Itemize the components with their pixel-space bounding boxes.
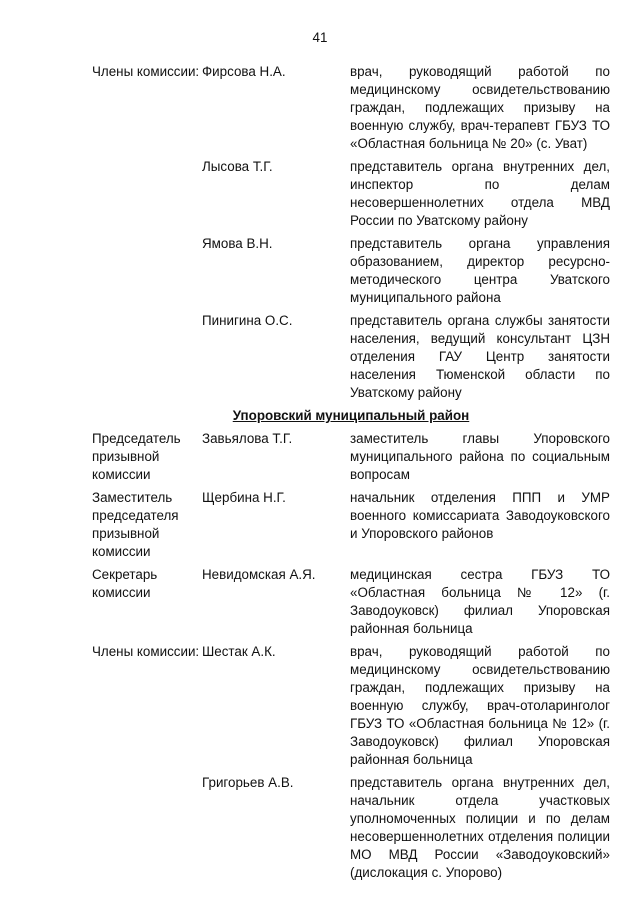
table-row: [92, 63, 610, 158]
section-heading-row: [92, 407, 610, 430]
member-role: [92, 158, 202, 235]
member-role: Заместитель председателя призывной комиссии: [92, 490, 179, 559]
member-description: представитель органа внутренних дел, начальник отдела участковых уполномоченных полиции и по делам несовершеннолетних отделения полиции МО МВД России «Заводоуковский» (дислокация с. Упорово): [350, 775, 610, 880]
member-name: Завьялова Т.Г.: [202, 431, 293, 446]
member-description: медицинская сестра ГБУЗ ТО «Областная больница № 12» (г. Заводоуковск) филиал Упоровская районная больница: [350, 567, 610, 636]
member-name: Фирсова Н.А.: [202, 64, 286, 79]
member-description: врач, руководящий работой по медицинскому освидетельствованию граждан, подлежащих призыву на военную службу, врач-отоларинголог ГБУЗ ТО «Областная больница № 12» (г. Заводоуковск) филиал Упоровская районная больница: [350, 644, 610, 767]
page-number: 41: [312, 30, 328, 45]
member-role: Секретарь комиссии: [92, 567, 158, 600]
member-description: представитель органа службы занятости населения, ведущий консультант ЦЗН отделения ГАУ Центр занятости населения Тюменской области по Уватскому району: [350, 313, 610, 400]
member-name: Щербина Н.Г.: [202, 490, 286, 505]
member-description: начальник отделения ППП и УМР военного комиссариата Заводоуковского и Упоровского районов: [350, 490, 610, 541]
member-description: врач, руководящий работой по медицинскому освидетельствованию граждан, подлежащих призыву на военную службу, врач-терапевт ГБУЗ ТО «Областная больница № 20» (с. Уват): [350, 64, 610, 151]
member-name: Лысова Т.Г.: [202, 159, 273, 174]
member-description: представитель органа внутренних дел, инспектор по делам несовершеннолетних отдела МВД России по Уватскому району: [350, 159, 610, 228]
member-role: [92, 774, 202, 882]
table-row: [92, 643, 610, 774]
member-name: Ямова В.Н.: [202, 236, 273, 251]
table-row: [92, 566, 610, 643]
member-role: Председатель призывной комиссии: [92, 431, 181, 482]
table-row: [92, 158, 610, 235]
commission-members-table: [92, 63, 610, 882]
section-title: Упоровский муниципальный район: [232, 408, 470, 423]
member-name: Григорьев А.В.: [202, 775, 294, 790]
member-role: Члены комиссии:: [92, 644, 200, 659]
member-role: Члены комиссии:: [92, 64, 200, 79]
table-row: [92, 235, 610, 312]
member-name: Невидомская А.Я.: [202, 567, 316, 582]
table-row: [92, 489, 610, 566]
table-row: [92, 312, 610, 407]
member-role: [92, 235, 202, 312]
member-name: Шестак А.К.: [202, 644, 276, 659]
member-name: Пинигина О.С.: [202, 313, 293, 328]
table-row: [92, 774, 610, 882]
member-description: заместитель главы Упоровского муниципального района по социальным вопросам: [350, 431, 610, 482]
table-row: [92, 430, 610, 489]
member-description: представитель органа управления образованием, директор ресурсно-методического центра Уватского муниципального района: [350, 236, 610, 305]
member-role: [92, 312, 202, 407]
